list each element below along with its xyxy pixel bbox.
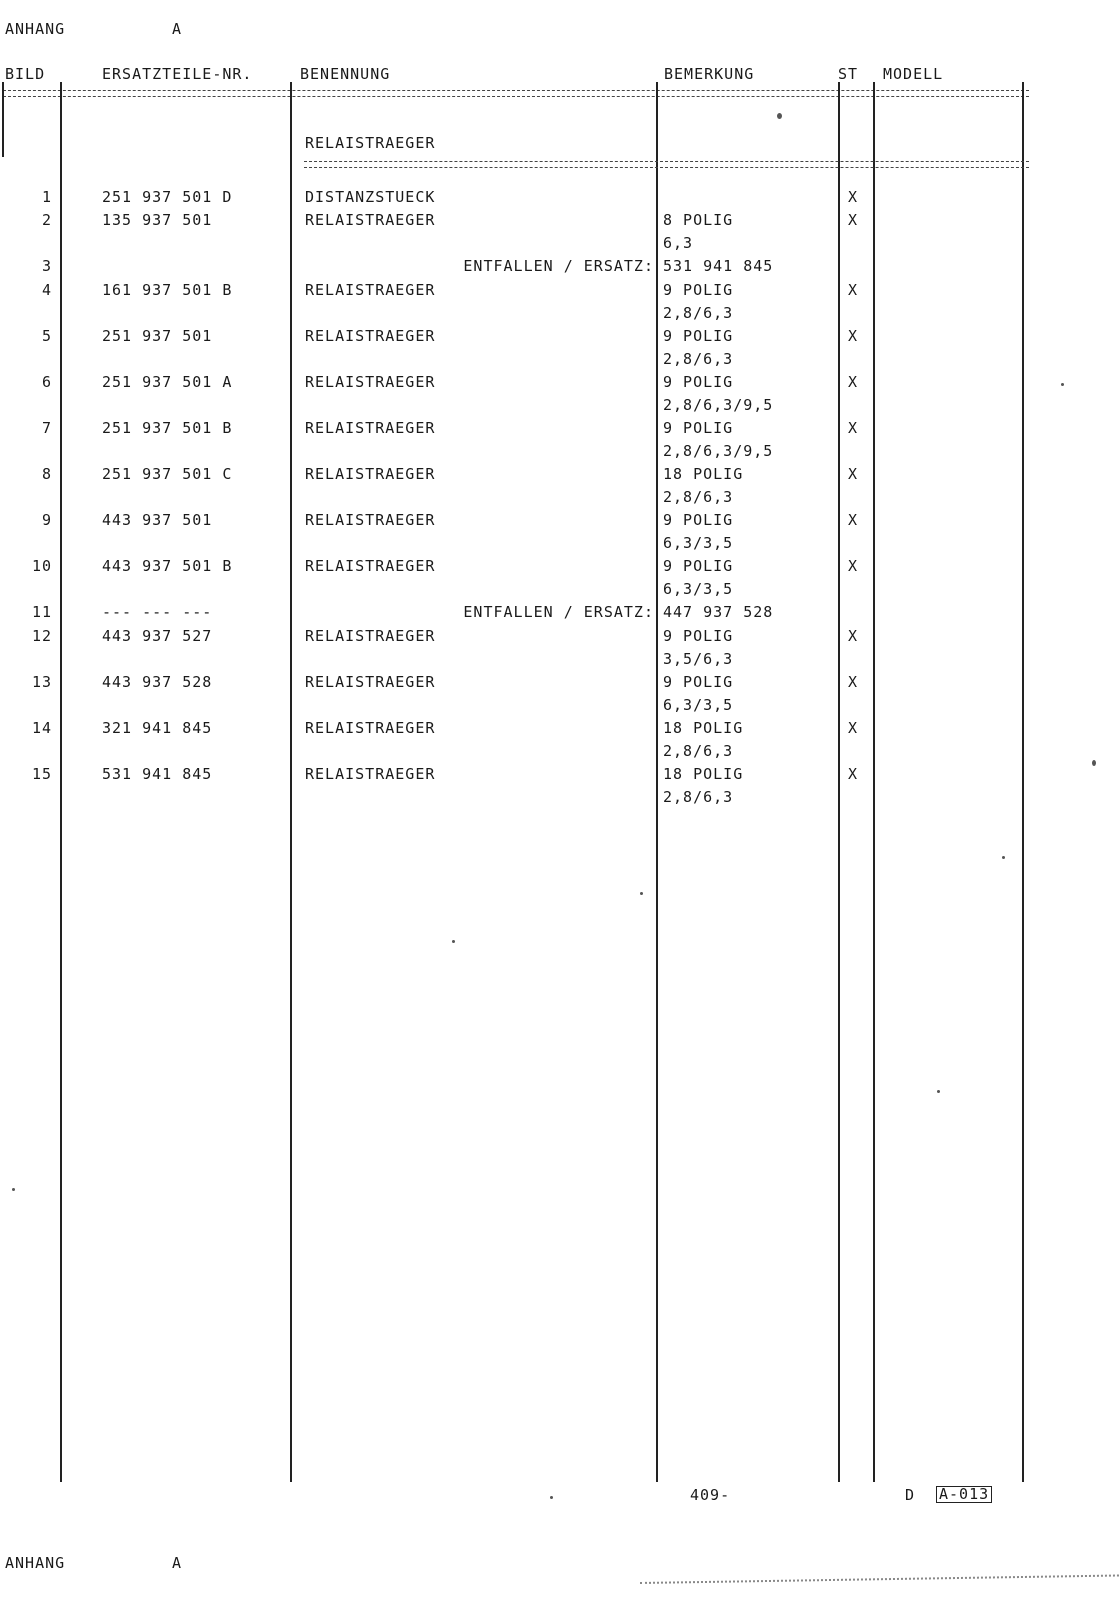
row-st-mark: X [848,511,859,529]
page-code-box: A-013 [936,1486,992,1503]
column-rule-st [873,82,875,1482]
row-benennung: RELAISTRAEGER [305,465,436,483]
row-benennung: RELAISTRAEGER [305,557,436,575]
footer-letter: D [905,1486,916,1504]
row-part-number: 161 937 501 B [102,281,233,299]
row-benennung: RELAISTRAEGER [305,765,436,783]
row-st-mark: X [848,211,859,229]
scan-speck [452,940,455,943]
row-bild: 9 [41,511,52,529]
row-bemerkung-detail: 6,3 [663,234,694,252]
row-part-number: 251 937 501 [102,327,213,345]
row-bemerkung: 8 POLIG [663,211,734,229]
row-bemerkung-detail: 3,5/6,3 [663,650,734,668]
col-header-bild: BILD [5,65,46,83]
row-benennung: RELAISTRAEGER [305,281,436,299]
row-bemerkung: 18 POLIG [663,765,744,783]
row-bemerkung: 531 941 845 [663,257,774,275]
row-bemerkung-detail: 2,8/6,3 [663,304,734,322]
row-st-mark: X [848,673,859,691]
column-rule-left [2,82,4,157]
scan-speck [1061,383,1064,386]
row-bemerkung: 18 POLIG [663,719,744,737]
row-bemerkung-detail: 2,8/6,3/9,5 [663,442,774,460]
section-double-rule [304,161,1029,168]
row-bild: 1 [41,188,52,206]
row-benennung: RELAISTRAEGER [305,373,436,391]
scan-speck [937,1090,940,1093]
row-entfallen-note: ENTFALLEN / ERSATZ: [463,257,654,275]
row-part-number: --- --- --- [102,603,213,621]
scan-speck [640,892,643,895]
bottom-label: ANHANG [5,1554,66,1572]
row-part-number: 443 937 501 B [102,557,233,575]
row-bild: 14 [31,719,52,737]
header-letter: A [172,20,183,38]
row-bild: 8 [41,465,52,483]
row-st-mark: X [848,188,859,206]
row-bild: 5 [41,327,52,345]
section-title: RELAISTRAEGER [305,134,436,152]
row-bemerkung: 9 POLIG [663,557,734,575]
col-header-modell: MODELL [883,65,944,83]
row-part-number: 251 937 501 A [102,373,233,391]
row-bild: 4 [41,281,52,299]
row-part-number: 251 937 501 D [102,188,233,206]
row-bild: 13 [31,673,52,691]
scan-speck [1092,760,1096,766]
row-part-number: 531 941 845 [102,765,213,783]
row-bild: 2 [41,211,52,229]
column-rule-benennung [656,82,658,1482]
row-entfallen-note: ENTFALLEN / ERSATZ: [463,603,654,621]
row-st-mark: X [848,557,859,575]
row-bemerkung-detail: 2,8/6,3/9,5 [663,396,774,414]
row-benennung: RELAISTRAEGER [305,419,436,437]
row-bemerkung: 9 POLIG [663,673,734,691]
column-rule-bild [60,82,62,1482]
row-st-mark: X [848,419,859,437]
row-part-number: 251 937 501 C [102,465,233,483]
row-bemerkung-detail: 6,3/3,5 [663,580,734,598]
row-benennung: RELAISTRAEGER [305,719,436,737]
row-st-mark: X [848,281,859,299]
row-bild: 12 [31,627,52,645]
row-st-mark: X [848,465,859,483]
row-part-number: 443 937 501 [102,511,213,529]
scan-speck [1002,856,1005,859]
row-part-number: 135 937 501 [102,211,213,229]
row-st-mark: X [848,765,859,783]
row-bemerkung: 9 POLIG [663,419,734,437]
row-bild: 7 [41,419,52,437]
row-bemerkung: 18 POLIG [663,465,744,483]
row-bemerkung: 9 POLIG [663,511,734,529]
row-bemerkung-detail: 2,8/6,3 [663,788,734,806]
row-bemerkung-detail: 6,3/3,5 [663,696,734,714]
row-bild: 10 [31,557,52,575]
column-rule-modell [1022,82,1024,1482]
row-st-mark: X [848,719,859,737]
row-part-number: 443 937 527 [102,627,213,645]
row-bild: 15 [31,765,52,783]
header-double-rule [3,90,1029,97]
row-bemerkung-detail: 6,3/3,5 [663,534,734,552]
page-number: 409- [690,1486,731,1504]
row-st-mark: X [848,373,859,391]
row-st-mark: X [848,327,859,345]
row-bemerkung: 9 POLIG [663,627,734,645]
row-bemerkung: 447 937 528 [663,603,774,621]
row-bemerkung: 9 POLIG [663,327,734,345]
row-bild: 11 [31,603,52,621]
row-bemerkung: 9 POLIG [663,373,734,391]
col-header-benennung: BENENNUNG [300,65,391,83]
row-bild: 6 [41,373,52,391]
row-bemerkung: 9 POLIG [663,281,734,299]
col-header-ersatzteile-nr: ERSATZTEILE-NR. [102,65,253,83]
row-part-number: 443 937 528 [102,673,213,691]
row-benennung: RELAISTRAEGER [305,673,436,691]
row-bemerkung-detail: 2,8/6,3 [663,350,734,368]
scan-dotted-edge [640,1574,1119,1584]
row-part-number: 251 937 501 B [102,419,233,437]
row-bemerkung-detail: 2,8/6,3 [663,488,734,506]
scan-speck [777,113,782,119]
row-bild: 3 [41,257,52,275]
row-benennung: RELAISTRAEGER [305,327,436,345]
row-benennung: RELAISTRAEGER [305,511,436,529]
row-benennung: DISTANZSTUECK [305,188,436,206]
scan-speck [550,1496,553,1499]
column-rule-ersatzteile [290,82,292,1482]
col-header-st: ST [838,65,859,83]
row-part-number: 321 941 845 [102,719,213,737]
scan-speck [12,1188,15,1191]
row-st-mark: X [848,627,859,645]
header-label: ANHANG [5,20,66,38]
column-rule-bemerkung [838,82,840,1482]
row-benennung: RELAISTRAEGER [305,211,436,229]
col-header-bemerkung: BEMERKUNG [664,65,755,83]
row-benennung: RELAISTRAEGER [305,627,436,645]
row-bemerkung-detail: 2,8/6,3 [663,742,734,760]
bottom-letter: A [172,1554,183,1572]
